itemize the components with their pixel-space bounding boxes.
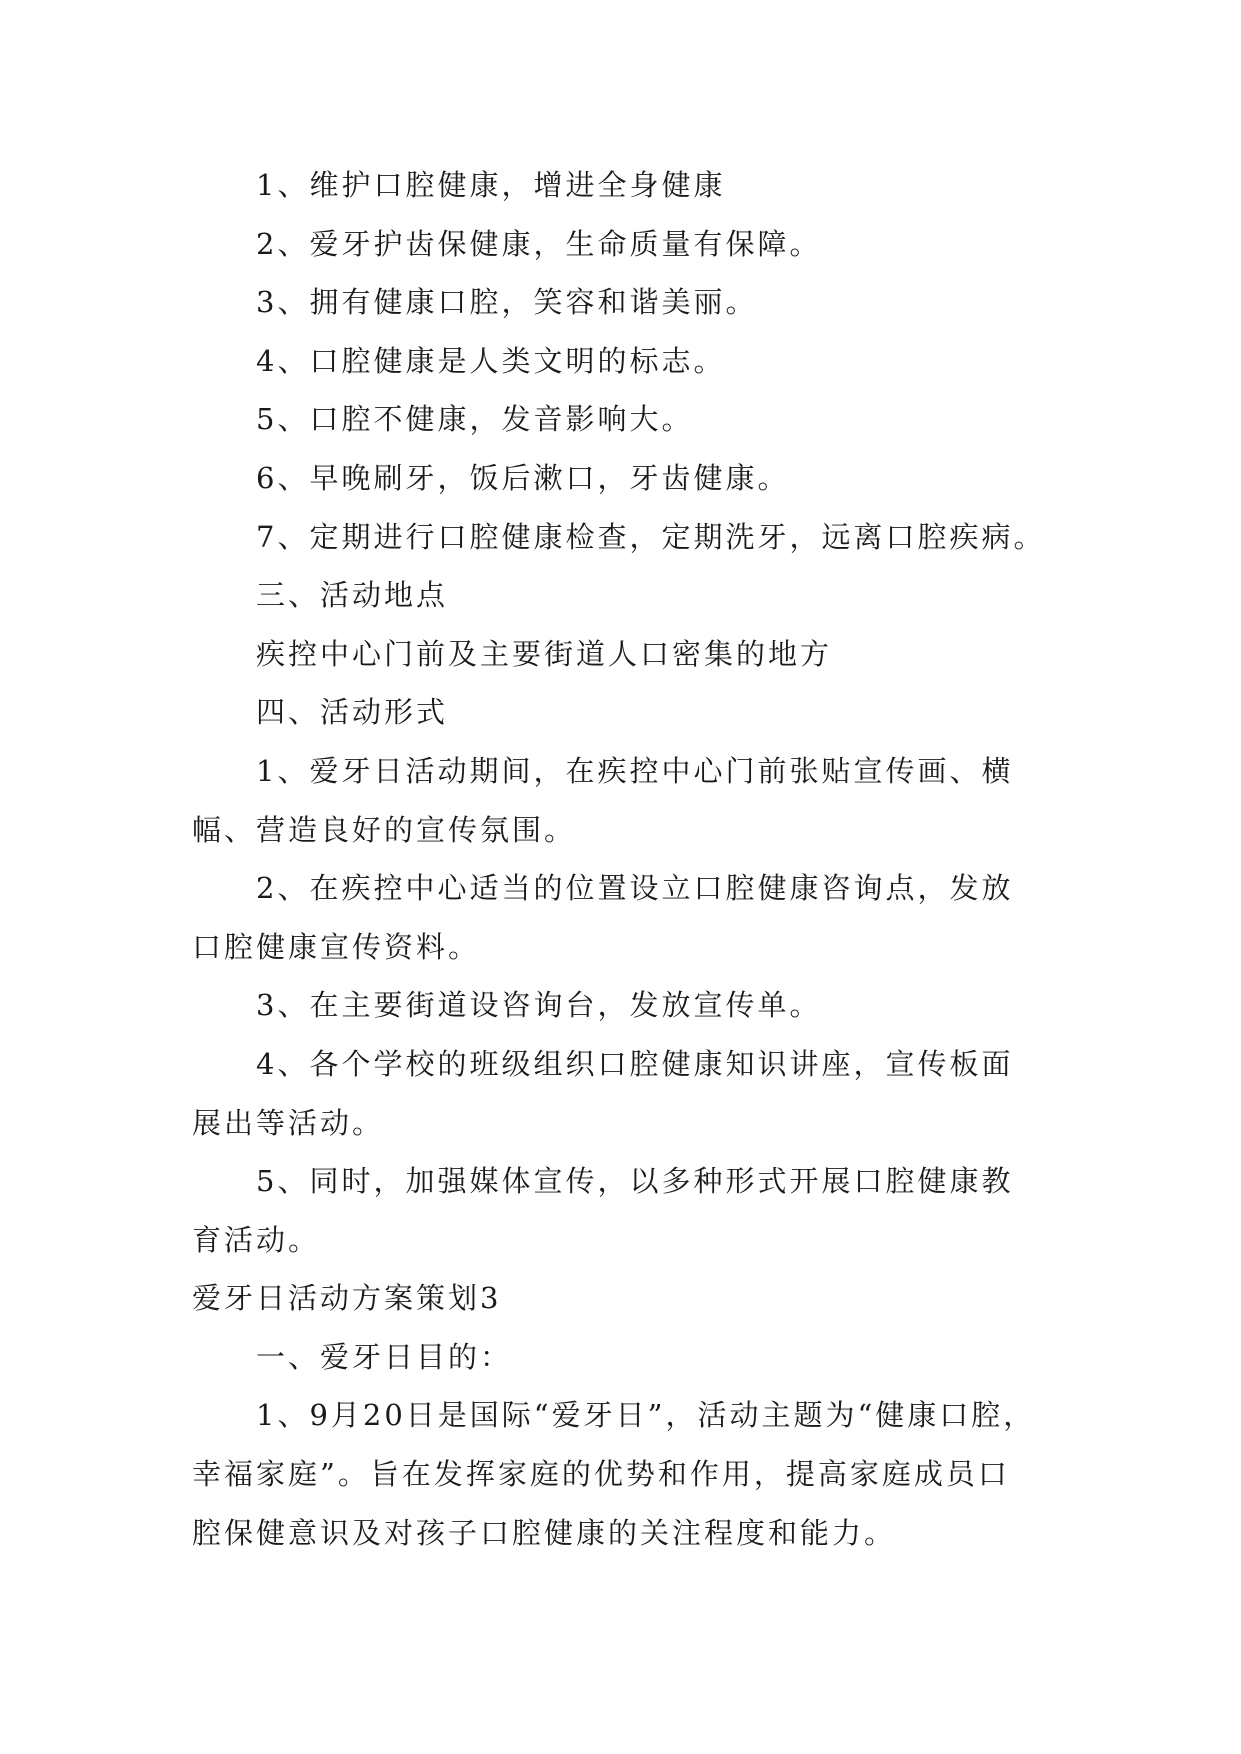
text-line: 疾控中心门前及主要街道人口密集的地方	[256, 636, 833, 671]
section-heading: 四、活动形式	[256, 695, 449, 730]
text-line: 3、在主要街道设咨询台，发放宣传单。	[256, 988, 822, 1023]
text-line: 育活动。	[192, 1222, 321, 1257]
text-line: 1、爱牙日活动期间，在疾控中心门前张贴宣传画、横	[256, 753, 1014, 788]
text-line: 幸福家庭”。旨在发挥家庭的优势和作用，提高家庭成员口	[192, 1457, 1010, 1492]
document-title: 爱牙日活动方案策划3	[192, 1281, 502, 1316]
text-line: 5、同时，加强媒体宣传，以多种形式开展口腔健康教	[256, 1164, 1014, 1199]
text-line: 7、定期进行口腔健康检查，定期洗牙，远离口腔疾病。	[256, 519, 1046, 554]
text-line: 幅、营造良好的宣传氛围。	[192, 812, 577, 847]
text-line: 2、爱牙护齿保健康，生命质量有保障。	[256, 226, 822, 261]
text-line: 4、口腔健康是人类文明的标志。	[256, 343, 726, 378]
text-line: 4、各个学校的班级组织口腔健康知识讲座，宣传板面	[256, 1046, 1014, 1081]
text-line: 3、拥有健康口腔，笑容和谐美丽。	[256, 285, 758, 320]
text-line: 展出等活动。	[192, 1105, 385, 1140]
text-line: 1、9月20日是国际“爱牙日”，活动主题为“健康口腔，	[256, 1398, 1036, 1433]
text-line: 2、在疾控中心适当的位置设立口腔健康咨询点，发放	[256, 871, 1014, 906]
section-heading: 三、活动地点	[256, 578, 449, 613]
text-line: 6、早晚刷牙，饭后漱口，牙齿健康。	[256, 460, 790, 495]
text-line: 1、维护口腔健康，增进全身健康	[256, 168, 726, 202]
document-body	[192, 156, 1072, 1562]
text-line: 腔保健意识及对孩子口腔健康的关注程度和能力。	[192, 1515, 897, 1550]
text-line: 口腔健康宣传资料。	[192, 929, 481, 964]
section-heading: 一、爱牙日目的：	[256, 1339, 513, 1374]
text-line: 5、口腔不健康，发音影响大。	[256, 402, 694, 437]
